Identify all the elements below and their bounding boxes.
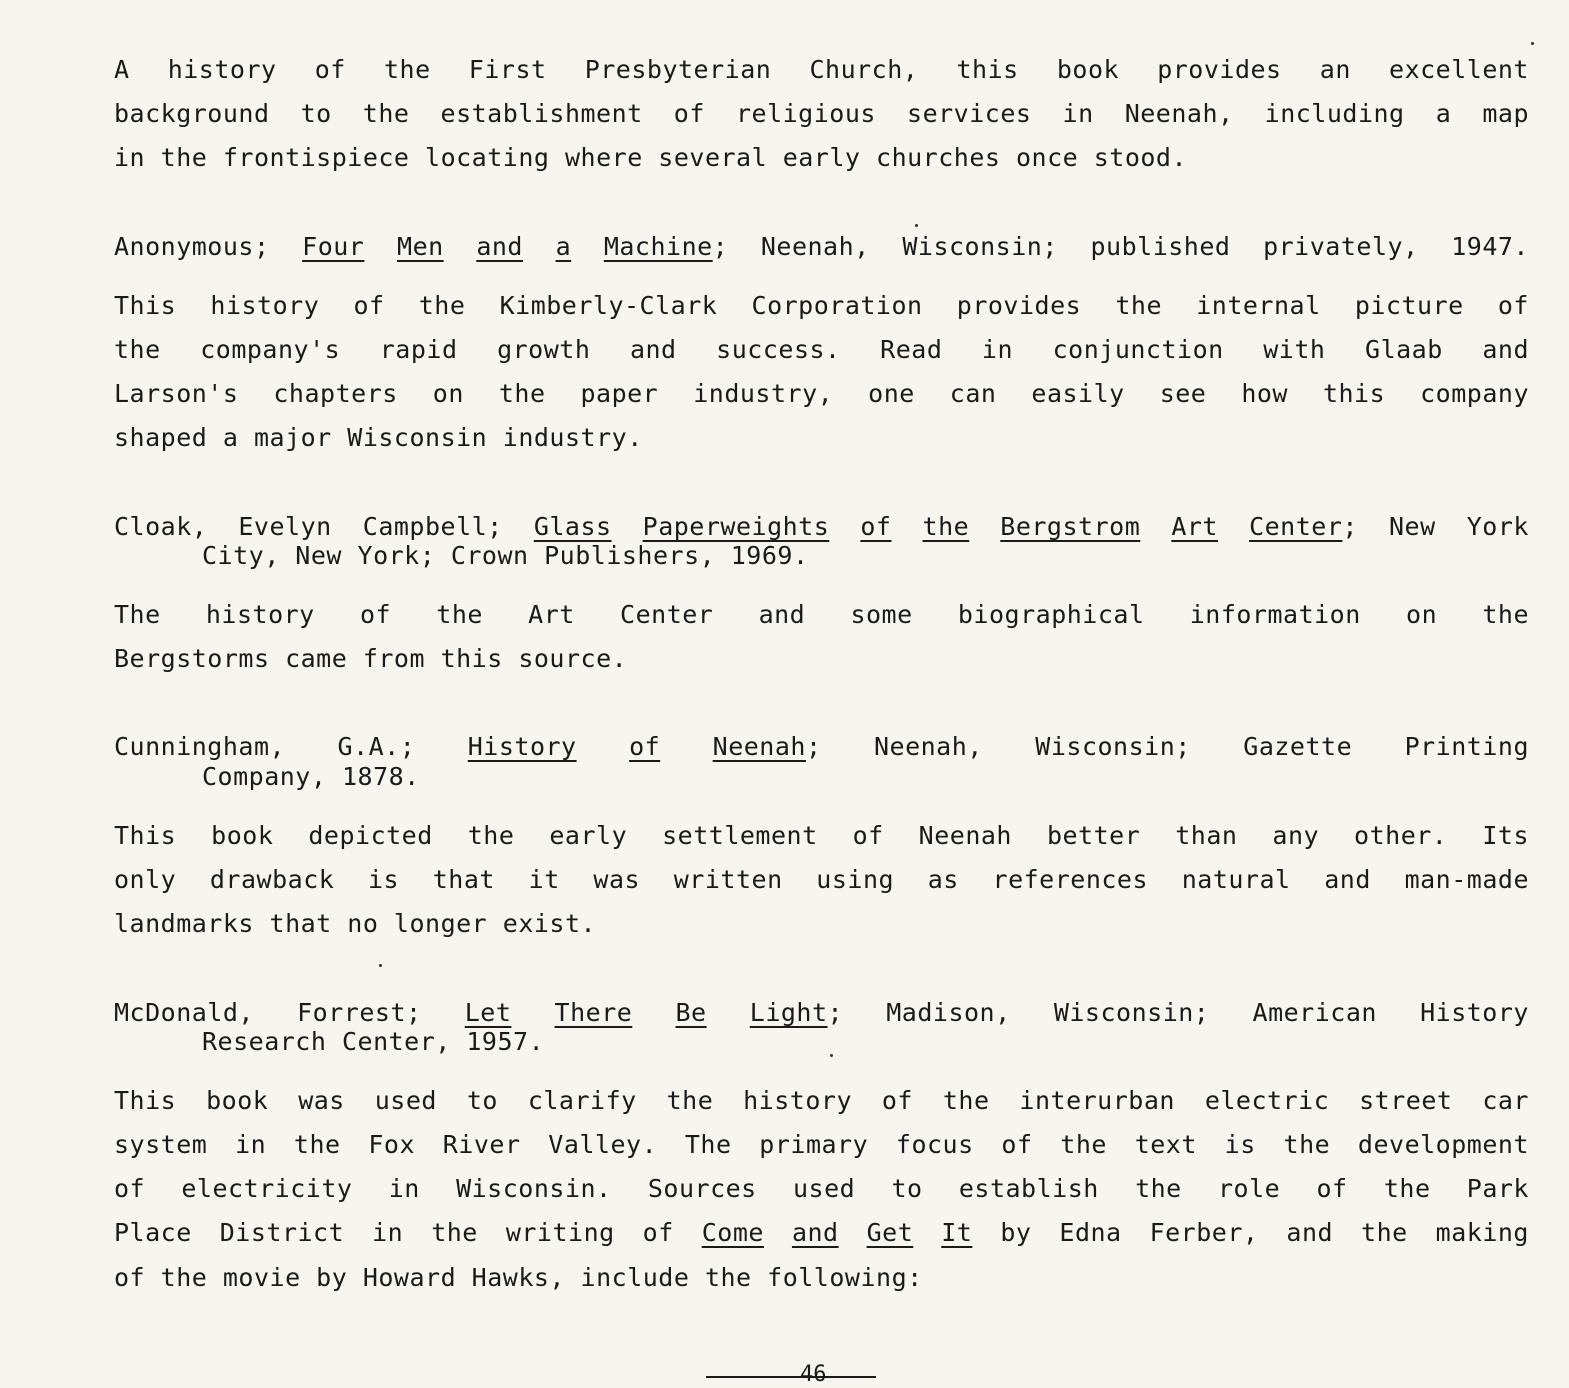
entry-title-word: and bbox=[476, 232, 523, 261]
inline-title-word: It bbox=[941, 1218, 973, 1247]
entry-title-word: Light bbox=[749, 998, 828, 1027]
entry-author: Cloak, Evelyn Campbell; bbox=[114, 512, 503, 541]
scan-speck bbox=[1531, 42, 1534, 45]
entry-title-word: Four bbox=[302, 232, 365, 261]
paragraph-line: This book depicted the early settlement of Neenah better than any other. Its bbox=[114, 821, 1529, 850]
entry-continuation: Research Center, 1957. bbox=[202, 1027, 545, 1056]
paragraph-line: background to the establishment of religious services in Neenah, including a map bbox=[114, 99, 1529, 128]
scan-speck bbox=[830, 1054, 833, 1057]
text-segment: by Edna Ferber, and the making bbox=[972, 1218, 1529, 1247]
entry-continuation: Company, 1878. bbox=[202, 762, 420, 791]
paragraph-line: shaped a major Wisconsin industry. bbox=[114, 423, 643, 452]
entry-title-word: Bergstrom bbox=[1000, 512, 1141, 541]
entry-title-word: Machine bbox=[603, 232, 713, 261]
inline-title-word: Get bbox=[866, 1218, 914, 1247]
entry-title-word: the bbox=[922, 512, 970, 541]
entry-continuation: City, New York; Crown Publishers, 1969. bbox=[202, 541, 809, 570]
scan-speck bbox=[379, 964, 382, 967]
entry-title-word: Glass bbox=[533, 512, 612, 541]
page-number-rule bbox=[706, 1376, 876, 1378]
paragraph-line: system in the Fox River Valley. The primary focus of the text is the development bbox=[114, 1130, 1529, 1159]
paragraph-line bbox=[114, 1218, 1529, 1248]
entry-title-word: a bbox=[555, 232, 572, 261]
entry-title-word: Be bbox=[675, 998, 707, 1027]
entry-publication: ; Madison, Wisconsin; American History bbox=[827, 998, 1529, 1027]
paragraph-line: only drawback is that it was written using as references natural and man-made bbox=[114, 865, 1529, 894]
inline-title-word: and bbox=[791, 1218, 839, 1247]
paragraph-line: in the frontispiece locating where several early churches once stood. bbox=[114, 143, 1188, 172]
paragraph-line: the company's rapid growth and success. Read in conjunction with Glaab and bbox=[114, 335, 1529, 364]
paragraph-line: This book was used to clarify the history of the interurban electric street car bbox=[114, 1086, 1529, 1115]
paragraph-line: of the movie by Howard Hawks, include the following: bbox=[114, 1263, 923, 1292]
paragraph-line: Bergstorms came from this source. bbox=[114, 644, 628, 673]
entry-title-word: of bbox=[629, 732, 661, 761]
bibliography-entry bbox=[114, 512, 1529, 542]
entry-title-word: There bbox=[554, 998, 633, 1027]
entry-publication: ; Neenah, Wisconsin; published privately, 1947. bbox=[712, 232, 1529, 261]
paragraph-line: A history of the First Presbyterian Church, this book provides an excellent bbox=[114, 55, 1529, 84]
paragraph-line: of electricity in Wisconsin. Sources used to establish the role of the Park bbox=[114, 1174, 1529, 1203]
bibliography-entry bbox=[114, 232, 1529, 262]
paragraph-line: This history of the Kimberly-Clark Corporation provides the internal picture of bbox=[114, 291, 1529, 320]
paragraph-line: landmarks that no longer exist. bbox=[114, 909, 597, 938]
paragraph-line: Larson's chapters on the paper industry, one can easily see how this company bbox=[114, 379, 1529, 408]
entry-author: Cunningham, G.A.; bbox=[114, 732, 416, 761]
bibliography-entry bbox=[114, 998, 1529, 1028]
entry-title-word: Neenah bbox=[712, 732, 806, 761]
bibliography-entry bbox=[114, 732, 1529, 762]
scan-speck bbox=[915, 224, 918, 227]
entry-title-word: of bbox=[860, 512, 892, 541]
entry-title-word: Men bbox=[397, 232, 444, 261]
entry-author: Anonymous; bbox=[114, 232, 270, 261]
entry-title-word: Let bbox=[464, 998, 512, 1027]
entry-title-word: History bbox=[467, 732, 577, 761]
paragraph-line: The history of the Art Center and some biographical information on the bbox=[114, 600, 1529, 629]
entry-publication: ; Neenah, Wisconsin; Gazette Printing bbox=[805, 732, 1529, 761]
entry-title-word: Art bbox=[1171, 512, 1218, 541]
inline-title-word: Come bbox=[701, 1218, 764, 1247]
entry-author: McDonald, Forrest; bbox=[114, 998, 422, 1027]
entry-title-word: Paperweights bbox=[642, 512, 830, 541]
entry-title-word: Center bbox=[1249, 512, 1343, 541]
text-segment: Place District in the writing of bbox=[114, 1218, 702, 1247]
page-number: 46 bbox=[800, 1362, 827, 1387]
entry-publication: ; New York bbox=[1342, 512, 1529, 541]
